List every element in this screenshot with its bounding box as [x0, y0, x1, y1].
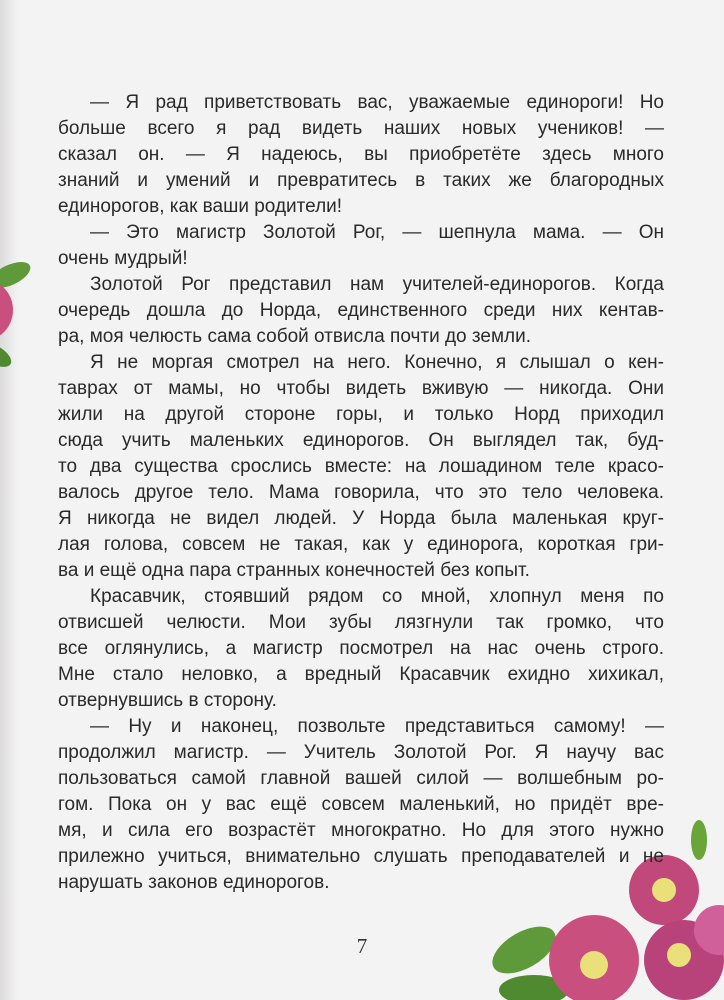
paragraph	[58, 90, 664, 220]
paragraph	[58, 714, 664, 896]
text-line: таврах от мамы, но чтобы видеть вживую — никогда. Они	[58, 378, 664, 399]
text-line: Красавчик, стоявший рядом со мной, хлопнул меня по	[90, 586, 664, 607]
paragraph	[58, 272, 664, 350]
text-line: знаний и умений и превратитесь в таких же благородных	[58, 170, 664, 191]
text-line: — Я рад приветствовать вас, уважаемые единороги! Но	[90, 92, 664, 113]
text-line: Я не моргая смотрел на него. Конечно, я слышал о кен-	[90, 352, 664, 373]
text-line: пользоваться самой главной вашей силой — волшебным ро-	[58, 768, 664, 789]
text-line: — Это магистр Золотой Рог, — шепнула мама. — Он	[90, 222, 664, 243]
text-line: жили на другой стороне горы, и только Норд приходил	[58, 404, 664, 425]
text-line: лая голова, совсем не такая, как у единорога, короткая гри-	[58, 534, 664, 555]
text-line: — Ну и наконец, позвольте представиться самому! —	[90, 716, 664, 737]
text-line: единорогов, как ваши родители!	[58, 196, 343, 217]
paragraph	[58, 220, 664, 272]
text-line: все оглянулись, а магистр посмотрел на нас очень строго.	[58, 638, 664, 659]
flower-decoration-left	[0, 235, 40, 385]
text-line: Я никогда не видел людей. У Норда была маленькая круг-	[58, 508, 664, 529]
text-line: валось другое тело. Мама говорила, что это тело человека.	[58, 482, 664, 503]
text-line: гом. Пока он у вас ещё совсем маленький, но придёт вре-	[58, 794, 664, 815]
text-line: нарушать законов единорогов.	[58, 872, 330, 893]
page-gutter-shadow	[0, 0, 18, 1000]
text-line: то два существа срослись вместе: на лошадином теле красо-	[58, 456, 664, 477]
paragraph	[58, 350, 664, 584]
paragraph	[58, 584, 664, 714]
text-line: очень мудрый!	[58, 248, 188, 269]
page-number: 7	[356, 934, 368, 958]
text-line: ва и ещё одна пара странных конечностей без копыт.	[58, 560, 530, 581]
text-line: больше всего я рад видеть наших новых учеников! —	[58, 118, 664, 139]
text-line: сюда учить маленьких единорогов. Он выглядел так, буд-	[58, 430, 664, 451]
text-line: Мне стало неловко, а вредный Красавчик ехидно хихикал,	[58, 664, 664, 685]
text-line: мя, и сила его возрастёт многократно. Но для этого нужно	[58, 820, 664, 841]
text-line: ра, моя челюсть сама собой отвисла почти до земли.	[58, 326, 531, 347]
text-line: прилежно учиться, внимательно слушать преподавателей и не	[58, 846, 664, 867]
text-line: сказал он. — Я надеюсь, вы приобретёте здесь много	[58, 144, 664, 165]
body-text	[58, 90, 664, 896]
text-line: очередь дошла до Норда, единственного среди них кентав-	[58, 300, 664, 321]
text-line: отвисшей челюсти. Мои зубы лязгнули так громко, что	[58, 612, 664, 633]
text-line: отвернувшись в сторону.	[58, 690, 277, 711]
text-line: продолжил магистр. — Учитель Золотой Рог. Я научу вас	[58, 742, 664, 763]
text-line: Золотой Рог представил нам учителей-единорогов. Когда	[90, 274, 664, 295]
